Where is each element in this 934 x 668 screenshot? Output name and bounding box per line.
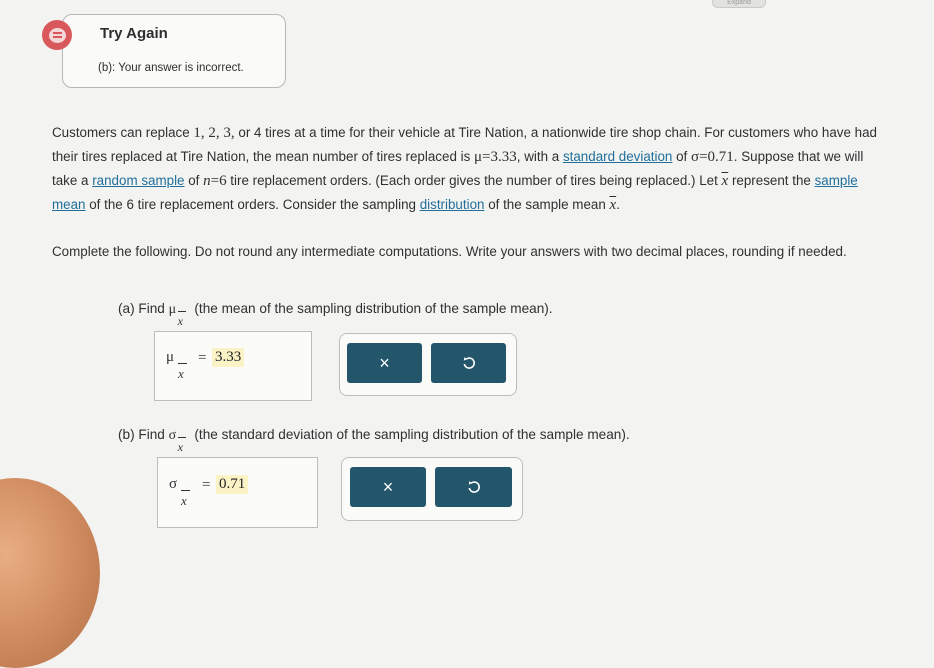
alert-message: (b): Your answer is incorrect.	[98, 62, 244, 74]
part-b-question: (b) Find σ x (the standard deviation of the sampling distribution of the sample mean).	[118, 427, 630, 454]
part-a-answer-value[interactable]: 3.33	[212, 348, 244, 367]
part-b-clear-button[interactable]: ×	[350, 467, 426, 507]
standard-deviation-link[interactable]: standard deviation	[562, 149, 673, 164]
expand-tab[interactable]: Expand	[712, 0, 766, 8]
distribution-link[interactable]: distribution	[419, 197, 485, 212]
random-sample-link[interactable]: random sample	[92, 173, 185, 188]
sigma-expression: σ=0.71	[690, 149, 734, 165]
part-a-equals: =	[198, 350, 207, 366]
alert-box	[62, 14, 286, 88]
part-b-answer-value[interactable]: 0.71	[216, 475, 248, 494]
sample-mean-link[interactable]: sample mean	[52, 173, 858, 212]
undo-icon	[467, 480, 481, 494]
part-b-undo-button[interactable]	[435, 467, 512, 507]
problem-statement: Customers can replace 1, 2, 3, or 4 tires at a time for their vehicle at Tire Nation, a nationwide tire shop chain. For customers who have had their tires replaced at Tire Nation, the mean number of tires replaced is μ=3.33, with a standard deviation of σ=0.71. Suppose that we will take a random sample of n=6 tire replacement orders. (Each order gives the number of tires being replaced.) Let $\overline{x}$ represent the sample mean of the 6 tire replacement orders. Consider the sampling distribution of the sample mean $\overline{x}$.	[52, 125, 877, 213]
finger-overlay	[0, 478, 100, 668]
undo-icon	[462, 356, 476, 370]
mu-expression: μ=3.33	[474, 149, 517, 165]
part-b-equals: =	[202, 477, 211, 493]
alert-title: Try Again	[100, 25, 168, 42]
xbar-symbol: $\overline{x}$	[721, 173, 729, 189]
alert-lines-icon	[42, 20, 72, 50]
part-b-answer-symbol: σ x	[169, 476, 177, 493]
part-a-answer-symbol: μ x	[166, 349, 174, 366]
part-a-question: (a) Find μ x (the mean of the sampling distribution of the sample mean).	[118, 301, 553, 328]
part-a-undo-button[interactable]	[431, 343, 506, 383]
instructions: Complete the following. Do not round any intermediate computations. Write your answers with two decimal places, rounding if needed.	[52, 244, 847, 259]
part-a-clear-button[interactable]: ×	[347, 343, 422, 383]
